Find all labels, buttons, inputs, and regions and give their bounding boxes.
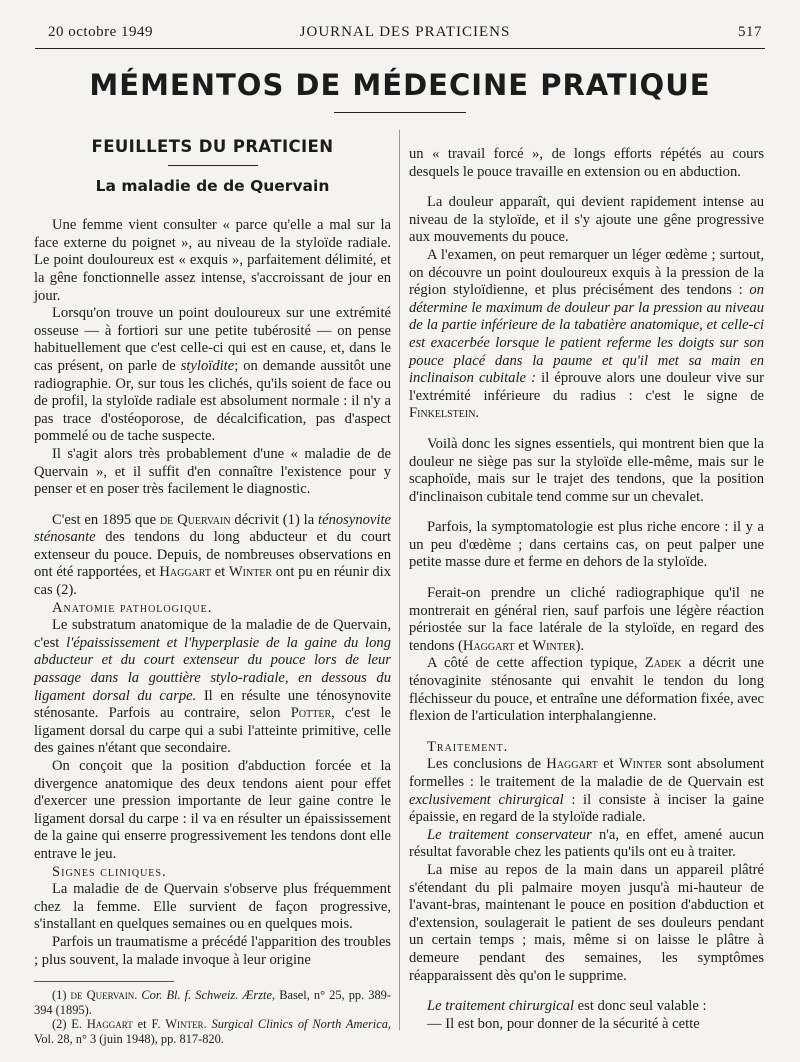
paragraph: Le substratum anatomique de la maladie de de Quervain, c'est l'épaississement et l'hyperplasie de la gaine du long abducteur et du court extenseur du pouce lors de leur passage dans la gouttière stylo-radiale, en dessous du ligament dorsal du carpe. Il en résulte une ténosynovite sténosante. Parfois au contraire, selon Potter, c'est le ligament dorsal du carpe qui a subi l'atteinte primitive, celle des gaines n'étant que secondaire. (34, 617, 391, 757)
paragraph: A côté de cette affection typique, Zadek a décrit une ténovaginite sténosante qui envahit le tendon du long fléchisseur du pouce, et entraîne une déformation fixée, avec flexion de l'articulation interphalangienne. (409, 655, 764, 725)
paragraph: Il s'agit alors très probablement d'une « maladie de de Quervain », et il suffit d'en connaître l'existence pour y penser et en poser très facilement le diagnostic. (34, 445, 391, 498)
section-title-rule (168, 165, 258, 166)
section-heading-anatomie: Anatomie pathologique. (52, 599, 213, 616)
paragraph: C'est en 1895 que de Quervain décrivit (1) la ténosynovite sténosante des tendons du long abducteur et du court extenseur du pouce. Depuis, de nombreuses observations en ont été rapportées, et Haggart et Winter ont pu en réunir dix cas (2). (34, 511, 392, 599)
section-heading-signes: Signes cliniques. (52, 863, 167, 880)
header-rule (35, 48, 765, 49)
journal-name: JOURNAL DES PRATICIENS (299, 24, 511, 40)
section-heading-traitement: Traitement. (427, 738, 509, 755)
paragraph: La mise au repos de la main dans un appareil plâtré s'étendant du pli palmaire moyen jusqu'à mi-hauteur de l'avant-bras, maintenant le pouce en position d'abduction et d'extension, soulagerait le patient de ses douleurs pendant un certain temps ; mais, même si on laisse le plâtre à demeure pendant des semaines, les symptômes réapparaissent dès qu'on le supprime. (409, 861, 764, 984)
page-title: MÉMENTOS DE MÉDECINE PRATIQUE (89, 68, 711, 102)
paragraph: Voilà donc les signes essentiels, qui montrent bien que la douleur ne siège pas sur la styloïde elle-même, mais sur le scaphoïde, mais sur le trajet des tendons, que la position d'inclinaison cubitale tend comme sur un chevalet. (409, 435, 764, 505)
running-header (48, 24, 762, 46)
footnote-1: (1) de Quervain. Cor. Bl. f. Schweiz. Ærzte, Basel, n° 25, pp. 389-394 (1895). (34, 988, 392, 1017)
paragraph: Parfois un traumatisme a précédé l'apparition des troubles ; plus souvent, la malade invoque à leur origine (34, 933, 391, 968)
page-number: 517 (738, 24, 762, 40)
footnote-2: (2) E. Haggart et F. Winter. Surgical Clinics of North America, Vol. 28, n° 3 (juin 1948), pp. 817-820. (34, 1017, 391, 1046)
title-rule (334, 112, 466, 113)
article-title: La maladie de de Quervain (95, 176, 330, 195)
right-column (409, 146, 764, 1033)
paragraph: Ferait-on prendre un cliché radiographique qu'il ne montrerait en général rien, sauf parfois une légère réaction périostée sur la face latérale de la styloïde, en regard des tendons (Haggart et Winter). (409, 585, 764, 654)
paragraph: un « travail forcé », de longs efforts répétés au cours desquels le pouce travaille en extension ou en abduction. (409, 146, 764, 180)
paragraph: — Il est bon, pour donner de la sécurité à cette (427, 1015, 700, 1032)
left-column (34, 138, 391, 1047)
issue-date: 20 octobre 1949 (48, 24, 153, 40)
paragraph: On conçoit que la position d'abduction forcée et la divergence anatomique des deux tendons aient pour effet d'exercer une pression importante de leur gaine contre le ligament dorsal du carpe : il va en résulter un épaississement de la gaine qui enserre progressivement les tendons dont elle entrave le jeu. (34, 758, 391, 862)
paragraph: Les conclusions de Haggart et Winter sont absolument formelles : le traitement de la maladie de de Quervain est exclusivement chirurgical : il consiste à inciser la gaine épaissie, en regard de la styloïde radiale. (409, 756, 765, 826)
paragraph: La douleur apparaît, qui devient rapidement intense au niveau de la styloïde, et il s'y ajoute une gêne progressive aux mouvements du pouce. (409, 194, 764, 246)
paragraph: Le traitement conservateur n'a, en effet, amené aucun résultat favorable chez les patients qu'ils ont eu à traiter. (409, 826, 764, 861)
paragraph: A l'examen, on peut remarquer un léger œdème ; surtout, on découvre un point douloureux exquis à la pression de la région styloïdienne, et plus précisément des tendons : on détermine le maximum de douleur par la pression au niveau de la partie inférieure de la tabatière anatomique, et celle-ci est exacerbée lorsque le patient referme les doigts sur son pouce placé dans la paume et qu'il met sa main en inclinaison cubitale : il éprouve alors une douleur vive sur l'extrémité inférieure du radius : c'est le signe de Finkelstein. (409, 246, 765, 422)
paragraph: Le traitement chirurgical est donc seul valable : (427, 998, 707, 1015)
paragraph: Une femme vient consulter « parce qu'elle a mal sur la face externe du poignet », au niveau de la styloïde radiale. Le point douloureux est « exquis », parfaitement délimité, et la gêne fonctionnelle assez intense, s'accroissant de jour en jour. (34, 217, 391, 304)
paragraph: La maladie de de Quervain s'observe plus fréquemment chez la femme. Elle survient de façon progressive, s'installant en quelques semaines ou en quelques mois. (34, 881, 391, 933)
footnote-rule (34, 981, 174, 982)
column-divider (399, 130, 400, 1030)
paragraph: Parfois, la symptomatologie est plus riche encore : il y a un peu d'œdème ; dans certains cas, on peut palper une petite masse dure et ferme en dehors de la styloïde. (409, 519, 764, 571)
section-title: FEUILLETS DU PRATICIEN (91, 137, 334, 156)
paragraph: Lorsqu'on trouve un point douloureux sur une extrémité osseuse — à fortiori sur une petite tubérosité — on pense habituellement que c'est celle-ci qui est en cause, et, dans le cas présent, on parle de styloïdite; on demande aussitôt une radiographie. Or, sur tous les clichés, qu'ils soient de face ou de profil, la styloïde radiale est absolument normale : il n'y a pas trace d'ostéoporose, de décalcification, pas d'aspect pommelé ou de tache suspecte. (34, 305, 391, 445)
